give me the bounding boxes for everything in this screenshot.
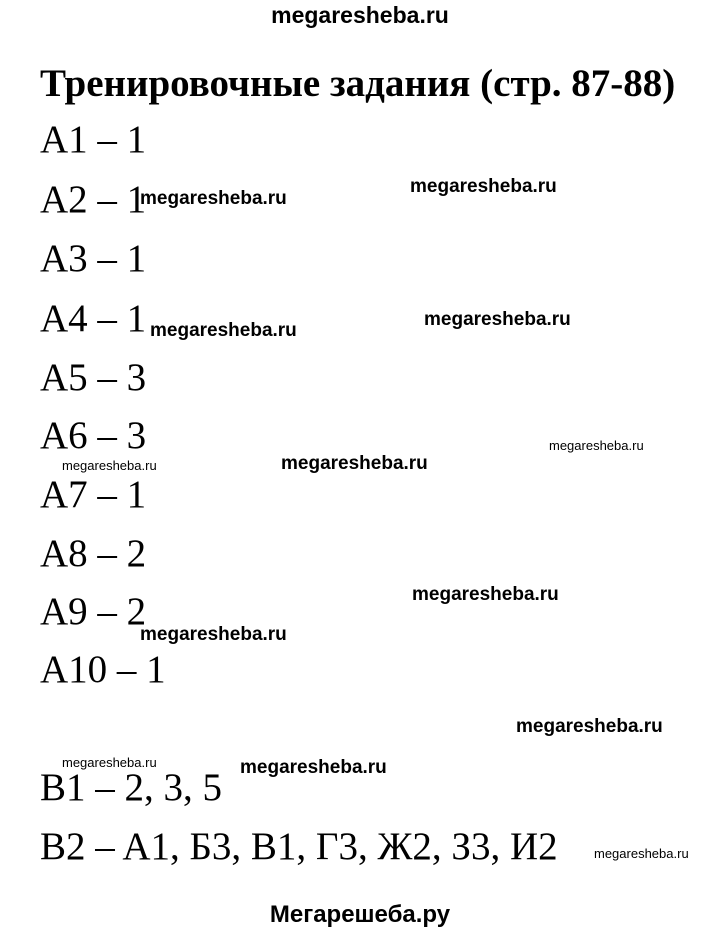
watermark: megaresheba.ru	[410, 176, 557, 197]
watermark: megaresheba.ru	[62, 458, 157, 473]
answer-a8: A8 – 2	[40, 532, 147, 575]
answer-a2: A2 – 1	[40, 178, 147, 221]
answer-b2: B2 – A1, Б3, В1, Г3, Ж2, З3, И2	[40, 825, 558, 868]
answer-a6: A6 – 3	[40, 414, 147, 457]
watermark: megaresheba.ru	[281, 453, 428, 474]
page-title: Тренировочные задания (стр. 87-88)	[40, 62, 676, 105]
answer-a5: A5 – 3	[40, 356, 147, 399]
watermark: megaresheba.ru	[594, 846, 689, 861]
watermark: megaresheba.ru	[516, 716, 663, 737]
watermark: megaresheba.ru	[424, 309, 571, 330]
watermark: megaresheba.ru	[140, 624, 287, 645]
site-footer: Мегарешеба.ру	[269, 901, 451, 928]
watermark: megaresheba.ru	[240, 757, 387, 778]
watermark: megaresheba.ru	[140, 188, 287, 209]
answer-a3: A3 – 1	[40, 237, 147, 280]
watermark: megaresheba.ru	[62, 755, 157, 770]
answer-b1: B1 – 2, 3, 5	[40, 766, 223, 809]
watermark: megaresheba.ru	[150, 320, 297, 341]
watermark: megaresheba.ru	[549, 438, 644, 453]
answer-a10: A10 – 1	[40, 648, 166, 691]
answer-a4: A4 – 1	[40, 297, 147, 340]
watermark: megaresheba.ru	[412, 584, 559, 605]
site-header: megaresheba.ru	[271, 2, 449, 28]
answer-a9: A9 – 2	[40, 590, 147, 633]
answer-a7: A7 – 1	[40, 473, 147, 516]
answer-a1: A1 – 1	[40, 118, 147, 161]
